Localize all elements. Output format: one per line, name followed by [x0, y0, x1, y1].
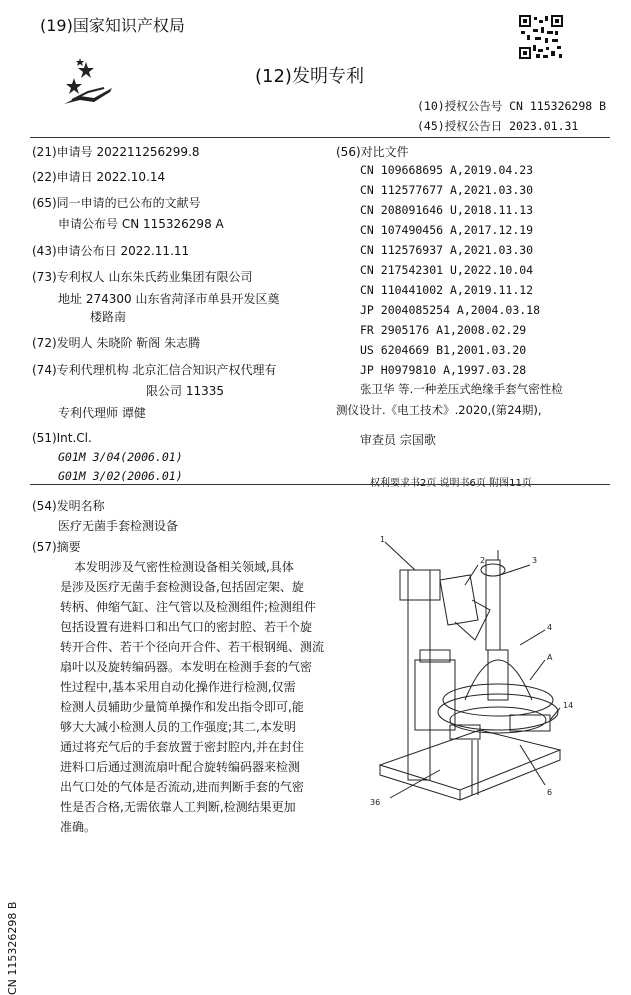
- prior-publication-title: (65)同一申请的已公布的文献号: [32, 196, 201, 210]
- ipc-class-2: G01M 3/02(2006.01): [58, 469, 183, 483]
- application-date: (22)申请日 2022.10.14: [32, 170, 166, 184]
- page-counts: [370, 474, 532, 489]
- figure-label: 14: [563, 701, 574, 710]
- abstract-line: 检测人员辅助少量简单操作和发出指令即可,能: [60, 700, 304, 714]
- reference-item: CN 208091646 U,2018.11.13: [360, 203, 534, 217]
- invention-title: 医疗无菌手套检测设备: [58, 519, 179, 533]
- reference-item: CN 107490456 A,2017.12.19: [360, 223, 534, 237]
- application-number: (21)申请号 202211256299.8: [32, 145, 200, 159]
- patent-figure: [360, 530, 590, 820]
- cnipa-emblem-icon: [60, 52, 116, 108]
- invention-title-label: (54)发明名称: [32, 499, 105, 513]
- examiner: 审查员 宗国歌: [360, 433, 436, 447]
- reference-item: CN 217542301 U,2022.10.04: [360, 263, 534, 277]
- section-divider: [30, 484, 610, 485]
- int-cl-label: (51)Int.Cl.: [32, 431, 92, 445]
- abstract-line: 够大大减小检测人员的工作强度;其二,本发明: [60, 720, 296, 734]
- non-patent-reference-line-1: 张卫华 等.一种差压式绝缘手套气密性检: [360, 382, 563, 396]
- abstract-line: 转柄、伸缩气缸、注气管以及检测组件;检测组件: [60, 600, 317, 614]
- grant-publication-number: (10)授权公告号 CN 115326298 B: [417, 99, 607, 113]
- abstract-line: 性过程中,基本采用自动化操作进行检测,仅需: [60, 680, 296, 694]
- document-type: (12)发明专利: [255, 66, 364, 87]
- address-line-2: 楼路南: [90, 310, 127, 324]
- reference-item: JP H0979810 A,1997.03.28: [360, 363, 527, 377]
- abstract-line: 通过将充气后的手套放置于密封腔内,并在封住: [60, 740, 304, 754]
- reference-item: CN 112576937 A,2021.03.30: [360, 243, 534, 257]
- figure-label: A: [547, 653, 553, 662]
- office-name: (19)国家知识产权局: [40, 16, 185, 35]
- reference-item: US 6204669 B1,2001.03.20: [360, 343, 527, 357]
- abstract-line: 包括设置有进料口和出气口的密封腔、若干个旋: [60, 620, 313, 634]
- reference-item: CN 110441002 A,2019.11.12: [360, 283, 534, 297]
- abstract-label: (57)摘要: [32, 540, 81, 554]
- figure-label: 4: [547, 623, 553, 632]
- reference-item: JP 2004085254 A,2004.03.18: [360, 303, 541, 317]
- qr-code-icon: [519, 15, 563, 59]
- abstract-line: 转开合件、若干个径向开合件、若干根钢绳、测流: [60, 640, 325, 654]
- side-document-number: CN 115326298 B: [6, 901, 19, 995]
- prior-publication-number: 申请公布号 CN 115326298 A: [58, 217, 224, 231]
- address-line-1: 地址 274300 山东省菏泽市单县开发区奠: [58, 292, 280, 306]
- figure-label: 36: [370, 798, 381, 807]
- figure-label: 3: [532, 556, 538, 565]
- grant-publication-date: (45)授权公告日 2023.01.31: [417, 119, 579, 133]
- figure-label: 2: [480, 556, 486, 565]
- figure-label: 6: [547, 788, 553, 797]
- abstract-line: 扇叶以及旋转编码器。本发明在检测手套的气密: [60, 660, 313, 674]
- abstract-line: 出气口处的气体是否流动,进而判断手套的气密: [60, 780, 304, 794]
- references-title: (56)对比文件: [336, 145, 409, 159]
- abstract-line: 进料口后通过测流扇叶配合旋转编码器来检测: [60, 760, 301, 774]
- reference-item: CN 112577677 A,2021.03.30: [360, 183, 534, 197]
- abstract-line: 准确。: [60, 820, 97, 834]
- abstract-line: 是涉及医疗无菌手套检测设备,包括固定架、旋: [60, 580, 304, 594]
- patent-agent: 专利代理师 谭健: [58, 406, 146, 420]
- inventors: (72)发明人 朱晓阶 靳阁 朱志腾: [32, 336, 201, 350]
- publication-date: (43)申请公布日 2022.11.11: [32, 244, 190, 258]
- ipc-class-1: G01M 3/04(2006.01): [58, 450, 183, 464]
- abstract-line: 本发明涉及气密性检测设备相关领域,具体: [74, 560, 294, 574]
- patent-agency-line-1: (74)专利代理机构 北京汇信合知识产权代理有: [32, 363, 277, 377]
- abstract-line: 性是否合格,无需依靠人工判断,检测结果更加: [60, 800, 296, 814]
- non-patent-reference-line-2: 测仪设计.《电工技术》.2020,(第24期),: [336, 403, 542, 417]
- reference-item: CN 109668695 A,2019.04.23: [360, 163, 534, 177]
- top-divider: [30, 137, 610, 138]
- reference-item: FR 2905176 A1,2008.02.29: [360, 323, 527, 337]
- patent-agency-line-2: 限公司 11335: [146, 384, 224, 398]
- figure-label: 1: [380, 535, 386, 544]
- patentee: (73)专利权人 山东朱氏药业集团有限公司: [32, 270, 253, 284]
